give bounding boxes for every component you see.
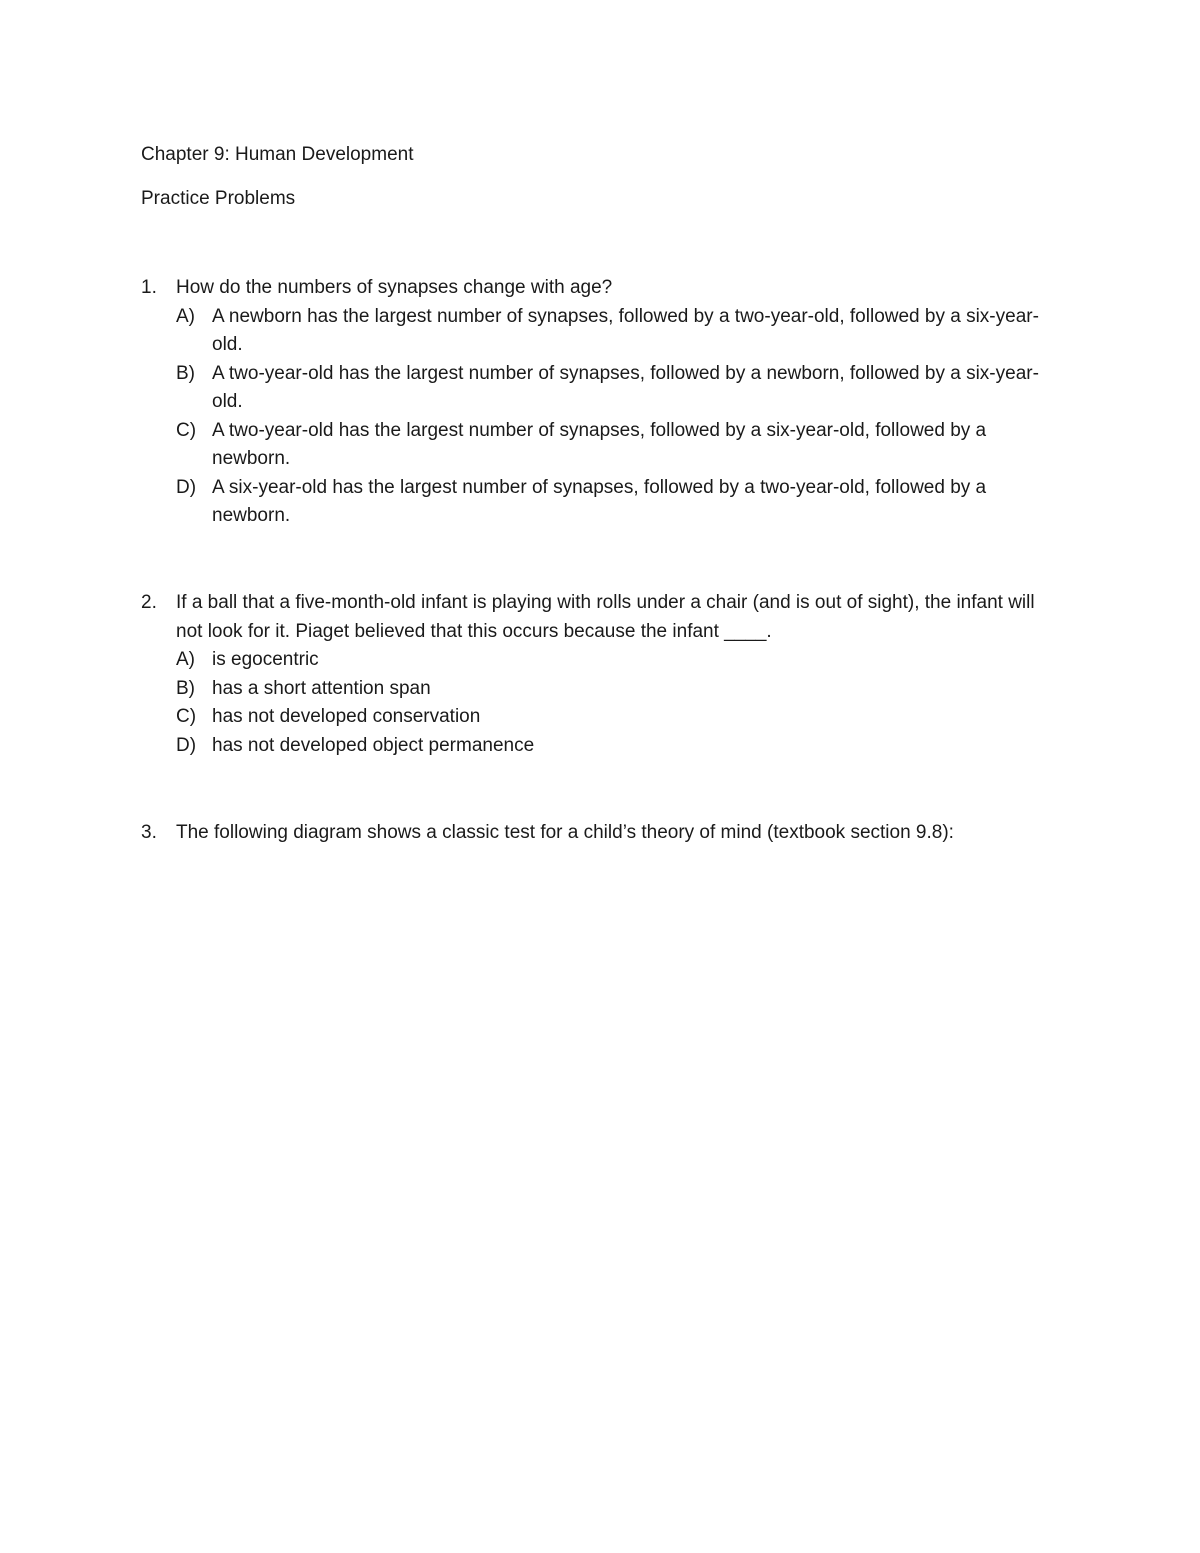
answer-option-b bbox=[176, 360, 1061, 417]
option-letter: C) bbox=[176, 419, 197, 441]
option-text: is egocentric bbox=[212, 649, 319, 670]
answer-option-a bbox=[176, 646, 1061, 675]
answer-option-a bbox=[176, 303, 1061, 360]
option-letter: B) bbox=[176, 677, 195, 699]
option-text: has a short attention span bbox=[212, 677, 431, 699]
answer-options bbox=[176, 646, 1061, 760]
answer-option-c bbox=[176, 703, 1061, 732]
page-subtitle: Practice Problems bbox=[141, 188, 296, 209]
question-1 bbox=[141, 274, 1061, 531]
question-3 bbox=[141, 819, 1061, 848]
question-text: If a ball that a five-month-old infant is playing with rolls under a chair (and is out of sight), the infant will not look for it. Piaget believed that this occurs because the infant ____. bbox=[176, 592, 1035, 642]
question-stem bbox=[141, 589, 1061, 646]
option-letter: D) bbox=[176, 476, 197, 498]
option-text: has not developed conservation bbox=[212, 706, 481, 727]
question-number: 2. bbox=[141, 592, 157, 613]
option-text: A two-year-old has the largest number of synapses, followed by a newborn, followed by a six-year-old. bbox=[212, 362, 1039, 412]
option-text: A six-year-old has the largest number of synapses, followed by a two-year-old, followed by a newborn. bbox=[212, 476, 987, 526]
question-text: The following diagram shows a classic test for a child’s theory of mind (textbook section 9.8): bbox=[176, 822, 954, 843]
option-text: has not developed object permanence bbox=[212, 734, 535, 756]
question-stem bbox=[141, 819, 1061, 848]
answer-option-d bbox=[176, 732, 1061, 761]
question-stem bbox=[141, 274, 1061, 303]
option-letter: D) bbox=[176, 734, 197, 756]
question-2 bbox=[141, 589, 1061, 760]
answer-option-d bbox=[176, 474, 1061, 531]
option-letter: A) bbox=[176, 649, 195, 670]
answer-option-c bbox=[176, 417, 1061, 474]
option-letter: A) bbox=[176, 305, 195, 327]
question-number: 3. bbox=[141, 822, 157, 843]
option-text: A newborn has the largest number of synapses, followed by a two-year-old, followed by a six-year-old. bbox=[212, 305, 1039, 355]
option-letter: B) bbox=[176, 362, 195, 384]
question-text: How do the numbers of synapses change with age? bbox=[176, 277, 613, 298]
answer-option-b bbox=[176, 675, 1061, 704]
page-title: Chapter 9: Human Development bbox=[141, 144, 414, 165]
option-letter: C) bbox=[176, 706, 197, 727]
question-number: 1. bbox=[141, 277, 157, 298]
answer-options bbox=[176, 303, 1061, 531]
option-text: A two-year-old has the largest number of synapses, followed by a six-year-old, followed by a newborn. bbox=[212, 419, 987, 469]
